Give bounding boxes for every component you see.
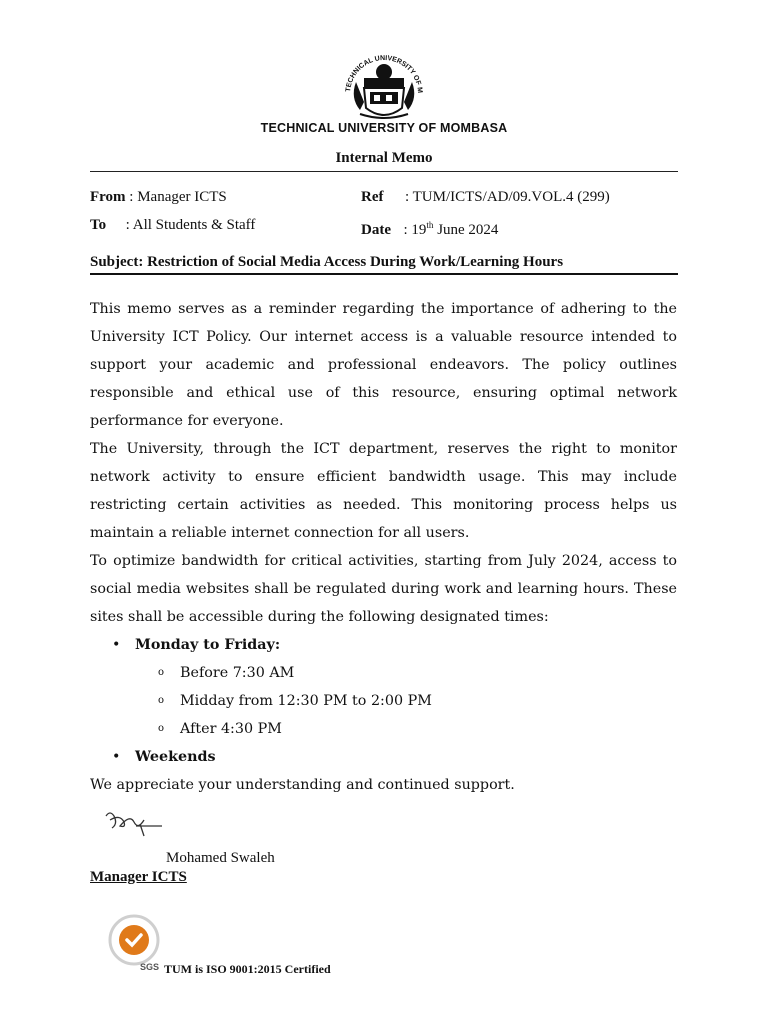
- ref-value: : TUM/ICTS/AD/09.VOL.4 (299): [405, 189, 610, 205]
- weekday-label: Monday to Friday:: [135, 637, 281, 653]
- list-item: [90, 687, 677, 715]
- bullet-icon: •: [112, 749, 121, 765]
- circle-bullet-icon: o: [158, 667, 165, 678]
- circle-bullet-icon: o: [158, 695, 165, 706]
- ref-label: Ref: [361, 189, 384, 205]
- subject-divider: [90, 273, 678, 275]
- university-name: TECHNICAL UNIVERSITY OF MOMBASA: [260, 121, 508, 135]
- weekday-time: Midday from 12:30 PM to 2:00 PM: [180, 693, 432, 709]
- memo-subject: Subject: Restriction of Social Media Access During Work/Learning Hours: [90, 254, 564, 270]
- svg-text:TECHNICAL UNIVERSITY OF MOMBAS: TECHNICAL UNIVERSITY OF M: [345, 54, 424, 94]
- memo-title: Internal Memo: [335, 150, 433, 166]
- iso-certification-text: TUM is ISO 9001:2015 Certified: [164, 962, 331, 976]
- date-label: Date: [361, 222, 391, 238]
- body-paragraph: To optimize bandwidth for critical activities, starting from July 2024, access to social media websites shall be regulated during work and learning hours. These sites shall be accessible during the following designated times:: [90, 553, 677, 625]
- weekend-label: Weekends: [135, 749, 216, 765]
- sgs-certification-logo: [108, 914, 164, 972]
- ref-field: [361, 187, 610, 207]
- title-divider: [90, 171, 678, 172]
- body-paragraph: The University, through the ICT department, reserves the right to monitor network activity to ensure efficient bandwidth usage. This may include restricting certain activities as needed. This monitoring process helps us maintain a reliable internet connection for all users.: [90, 441, 677, 541]
- to-value: : All Students & Staff: [125, 217, 256, 233]
- bullet-icon: •: [112, 637, 121, 653]
- list-item: [90, 743, 677, 771]
- circle-bullet-icon: o: [158, 723, 165, 734]
- from-field: [90, 187, 227, 207]
- signature-icon: [100, 806, 166, 840]
- weekday-time: Before 7:30 AM: [180, 665, 295, 681]
- signer-title: Manager ICTS: [90, 869, 187, 885]
- from-value: : Manager ICTS: [129, 189, 227, 205]
- to-label: To: [90, 217, 107, 233]
- to-field: [90, 215, 255, 235]
- list-item: [90, 659, 677, 687]
- closing-line: We appreciate your understanding and continued support.: [90, 777, 515, 793]
- signer-name: Mohamed Swaleh: [166, 850, 275, 866]
- body-paragraph: This memo serves as a reminder regarding the importance of adhering to the University ICT Policy. Our internet access is a valuable resource intended to support your academic and professional endeavors. The policy outlines responsible and ethical use of this resource, ensuring optimal network performance for everyone.: [90, 301, 677, 429]
- svg-text:SGS: SGS: [140, 962, 160, 972]
- weekday-time: After 4:30 PM: [180, 721, 282, 737]
- date-value: : 19th June 2024: [403, 220, 499, 238]
- schedule-list: [90, 631, 677, 771]
- university-crest-icon: [320, 42, 448, 124]
- from-label: From: [90, 189, 126, 205]
- list-item: [90, 715, 677, 743]
- memo-body: [90, 295, 677, 631]
- date-field: [361, 215, 498, 240]
- list-item: [90, 631, 677, 659]
